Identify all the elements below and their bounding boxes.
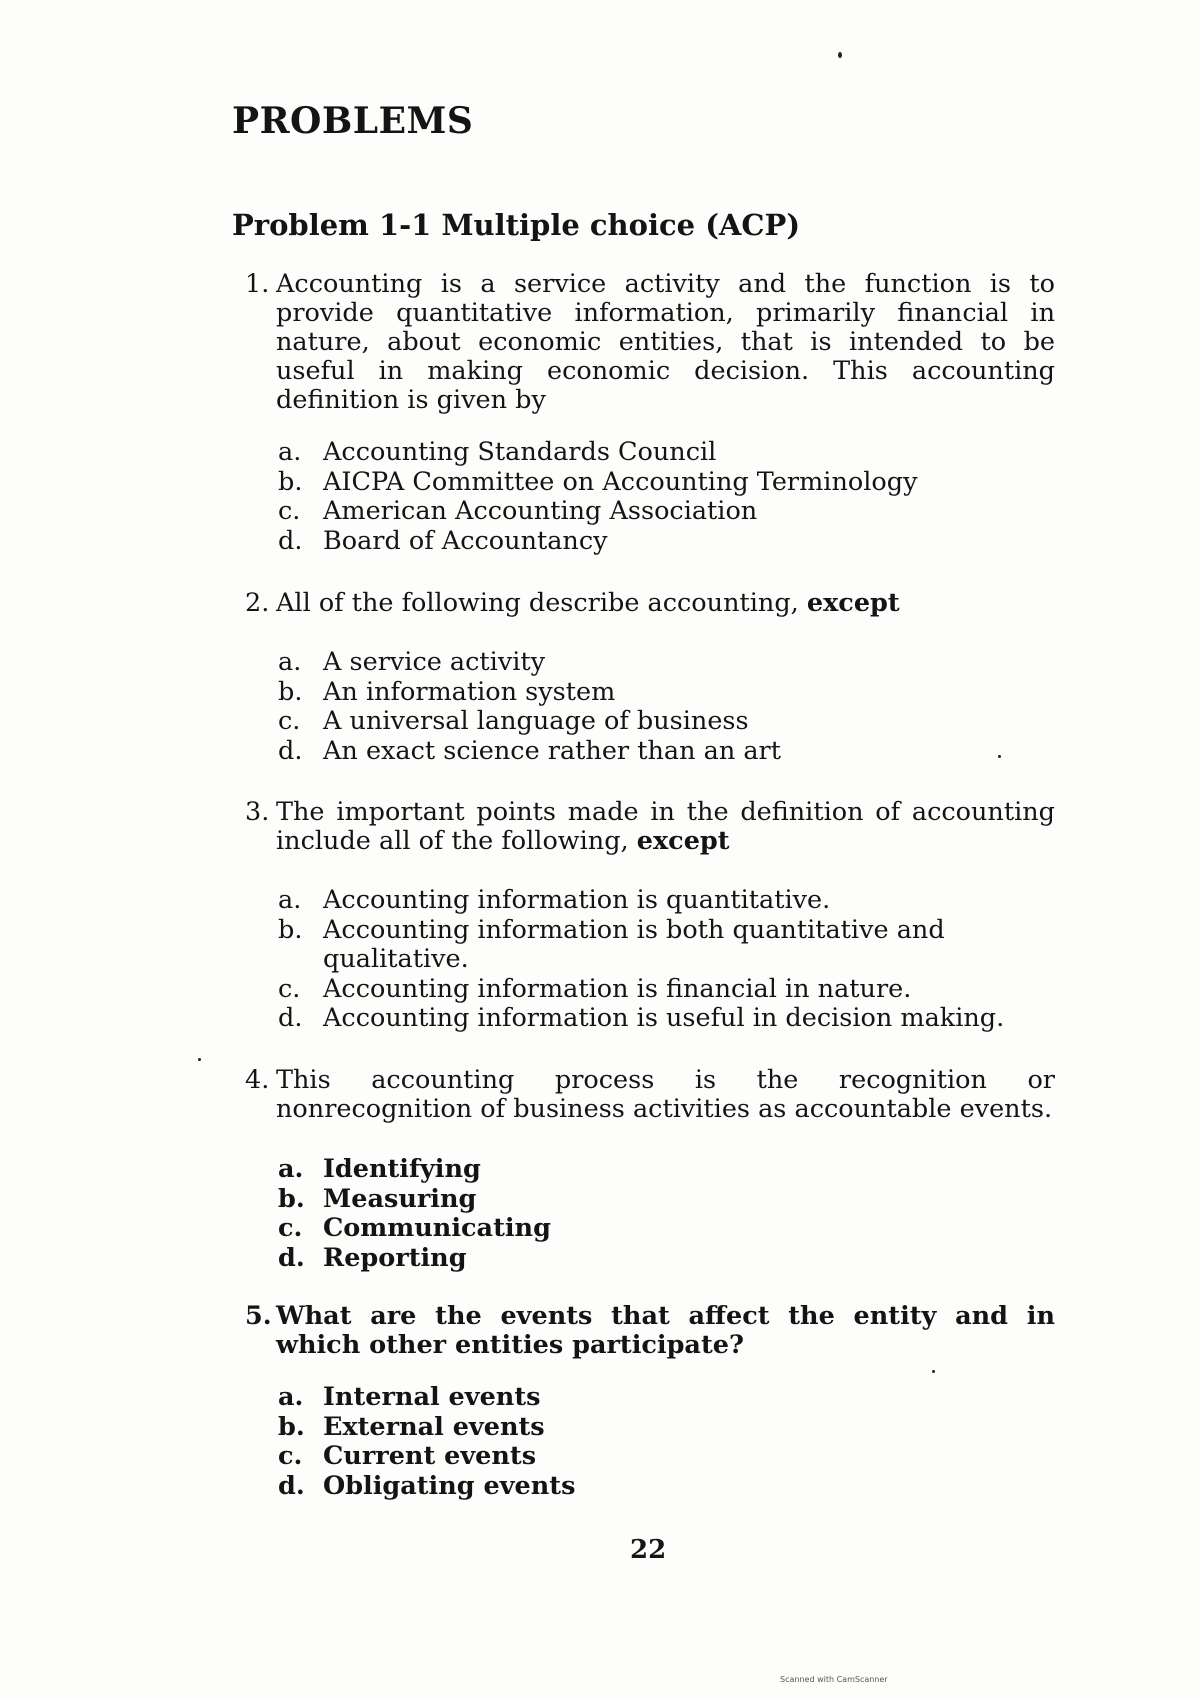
choice-letter: c. — [278, 1441, 303, 1471]
scan-speck — [198, 1058, 201, 1061]
choice-text: External events — [323, 1411, 545, 1442]
question-5 — [245, 1302, 1055, 1360]
choice — [278, 1244, 1058, 1274]
choice-text: Accounting information is financial in nature. — [323, 973, 912, 1004]
choice — [278, 678, 1058, 708]
choice-letter: c. — [278, 706, 301, 736]
choice-letter: d. — [278, 1470, 305, 1501]
choice — [278, 1214, 1058, 1244]
question-4-choices — [278, 1155, 1058, 1273]
choice-letter: c. — [278, 973, 301, 1004]
question-number: 5. — [245, 1301, 272, 1331]
question-number: 2. — [245, 588, 270, 618]
choice-letter: b. — [278, 1183, 305, 1214]
choice-letter: b. — [278, 676, 303, 707]
question-4 — [245, 1066, 1055, 1124]
choice-text: An exact science rather than an art — [323, 735, 781, 766]
scan-speck — [932, 1370, 935, 1373]
choice — [278, 737, 1058, 767]
choice — [278, 648, 1058, 678]
question-text — [276, 589, 1055, 618]
choice-letter: a. — [278, 437, 302, 467]
choice-text: AICPA Committee on Accounting Terminology — [323, 466, 918, 497]
choice — [278, 707, 1058, 737]
choice-text: Accounting Standards Council — [323, 437, 717, 467]
question-3-choices — [278, 886, 1058, 1034]
choice — [278, 468, 1058, 498]
choice-letter: d. — [278, 1003, 303, 1033]
question-2-choices — [278, 648, 1058, 766]
choice-letter: a. — [278, 885, 302, 915]
question-3 — [245, 798, 1055, 856]
choice-letter: a. — [278, 1154, 304, 1184]
choice — [278, 1442, 1058, 1472]
choice-text: Identifying — [323, 1154, 481, 1184]
scan-speck — [998, 755, 1001, 758]
choice-text: Current events — [323, 1441, 537, 1471]
question-number: 4. — [245, 1065, 270, 1095]
choice-letter: b. — [278, 914, 303, 945]
choice-letter: a. — [278, 647, 302, 677]
page-number: 22 — [630, 1535, 667, 1565]
question-number: 1. — [245, 269, 270, 299]
question-body: All of the following describe accounting, — [276, 588, 799, 618]
choice — [278, 1413, 1058, 1443]
scan-watermark: Scanned with CamScanner — [780, 1675, 888, 1684]
choice-text: Accounting information is both quantitative and qualitative. — [323, 914, 945, 974]
choice-letter: c. — [278, 1213, 303, 1243]
choice-text: A service activity — [323, 647, 546, 677]
choice-text: Accounting information is useful in decision making. — [323, 1003, 1005, 1033]
question-text: This accounting process is the recognition or nonrecognition of business activities as accountable events. — [276, 1065, 1055, 1124]
problem-title: Problem 1-1 Multiple choice (ACP) — [232, 208, 801, 242]
choice-text: Measuring — [323, 1183, 477, 1214]
choice-letter: c. — [278, 496, 301, 526]
question-text: What are the events that affect the entity and in which other entities participate? — [276, 1301, 1055, 1360]
choice-letter: d. — [278, 735, 303, 766]
choice — [278, 438, 1058, 468]
page-heading: PROBLEMS — [232, 100, 474, 142]
question-emphasis: except — [806, 588, 900, 618]
question-text — [276, 798, 1055, 856]
choice-text: Board of Accountancy — [323, 525, 608, 556]
choice-letter: a. — [278, 1382, 304, 1412]
choice-text: Reporting — [323, 1242, 467, 1273]
question-body: The important points made in the definition of accounting include all of the following, — [276, 797, 1055, 856]
choice-text: An information system — [323, 676, 616, 707]
choice — [278, 1155, 1058, 1185]
choice — [278, 1383, 1058, 1413]
choice-letter: b. — [278, 1411, 305, 1442]
choice — [278, 1004, 1058, 1034]
choice-text: A universal language of business — [323, 706, 749, 736]
question-5-choices — [278, 1383, 1058, 1501]
question-2 — [245, 589, 1055, 618]
choice-text: Accounting information is quantitative. — [323, 885, 831, 915]
question-emphasis: except — [636, 826, 730, 856]
choice-text: Internal events — [323, 1382, 541, 1412]
choice — [278, 1472, 1058, 1502]
choice-letter: d. — [278, 1242, 305, 1273]
question-text: Accounting is a service activity and the function is to provide quantitative information, primarily financial in nature, about economic entities, that is intended to be useful in making economic decision. This accounting definition is given by — [276, 269, 1055, 415]
choice — [278, 1185, 1058, 1215]
choice — [278, 916, 1058, 975]
scan-speck — [838, 52, 842, 58]
choice-text: Obligating events — [323, 1470, 576, 1501]
choice — [278, 527, 1058, 557]
choice — [278, 497, 1058, 527]
question-number: 3. — [245, 797, 270, 827]
choice — [278, 886, 1058, 916]
question-1 — [245, 270, 1055, 415]
choice-letter: d. — [278, 525, 303, 556]
question-1-choices — [278, 438, 1058, 556]
choice — [278, 975, 1058, 1005]
choice-text: Communicating — [323, 1213, 551, 1243]
choice-letter: b. — [278, 466, 303, 497]
choice-text: American Accounting Association — [323, 496, 758, 526]
